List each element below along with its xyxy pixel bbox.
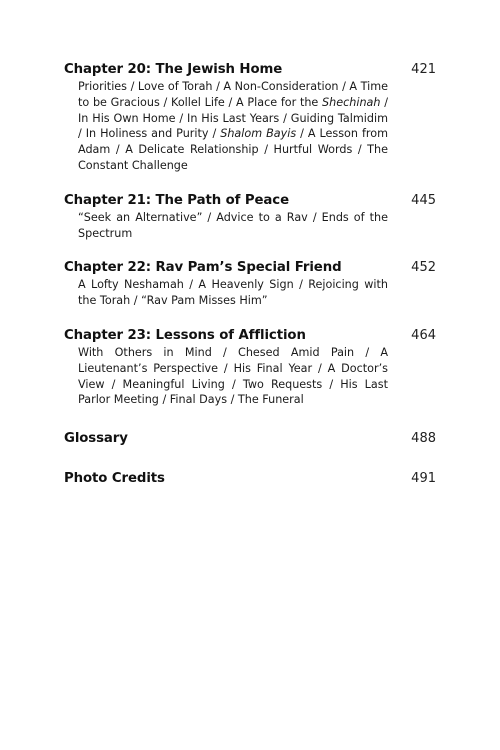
page-number: 445 xyxy=(411,192,436,208)
topic-text: A Lofty Neshamah / A Heavenly Sign / Rejoicing with the Torah / “Rav Pam Misses Him” xyxy=(78,278,388,308)
toc-entry-chapter-22 xyxy=(64,259,436,309)
toc-entry-photo-credits xyxy=(64,470,436,488)
topic-text: / In His Own Home / In His Last Years / Guiding Talmidim / In Holiness and Purity / xyxy=(78,95,388,141)
toc-entry-glossary xyxy=(64,430,436,448)
topic-text: / A Lesson from Adam / A Delicate Relationship / Hurtful Words / The Constant Challenge xyxy=(78,127,388,172)
chapter-title: Chapter 21: The Path of Peace xyxy=(64,192,290,208)
page-number: 464 xyxy=(411,327,436,343)
page-number: 491 xyxy=(411,471,436,487)
topic-text: “Seek an Alternative” / Advice to a Rav / Ends of the Spectrum xyxy=(78,210,388,240)
chapter-topics xyxy=(64,210,388,242)
toc-entry-chapter-20 xyxy=(64,61,436,174)
topic-text-italic: Shalom Bayis xyxy=(220,127,297,141)
section-title: Photo Credits xyxy=(64,471,165,487)
topic-text-italic: Shechinah xyxy=(322,95,381,109)
table-of-contents xyxy=(64,61,436,488)
toc-entry-chapter-23 xyxy=(64,327,436,408)
chapter-topics xyxy=(64,79,388,174)
page-number: 452 xyxy=(411,260,436,276)
section-title: Glossary xyxy=(64,431,128,447)
chapter-title: Chapter 20: The Jewish Home xyxy=(64,62,283,77)
chapter-title: Chapter 22: Rav Pam’s Special Friend xyxy=(64,260,342,276)
topic-text: With Others in Mind / Chesed Amid Pain / A Lieutenant’s Perspective / His Final Year / A Doctor’s View / Meaningful Living / Two Requests / His Last Parlor Meeting / Final Days / The Funeral xyxy=(78,345,388,407)
chapter-topics xyxy=(64,277,388,309)
chapter-topics xyxy=(64,345,388,408)
page-number: 488 xyxy=(411,431,436,447)
toc-entry-chapter-21 xyxy=(64,192,436,242)
topic-text: Priorities / Love of Torah / A Non-Consideration / A Time to be Gracious / Kollel Life / A Place for the xyxy=(78,80,388,109)
page-number: 421 xyxy=(411,62,436,77)
chapter-title: Chapter 23: Lessons of Affliction xyxy=(64,327,306,343)
